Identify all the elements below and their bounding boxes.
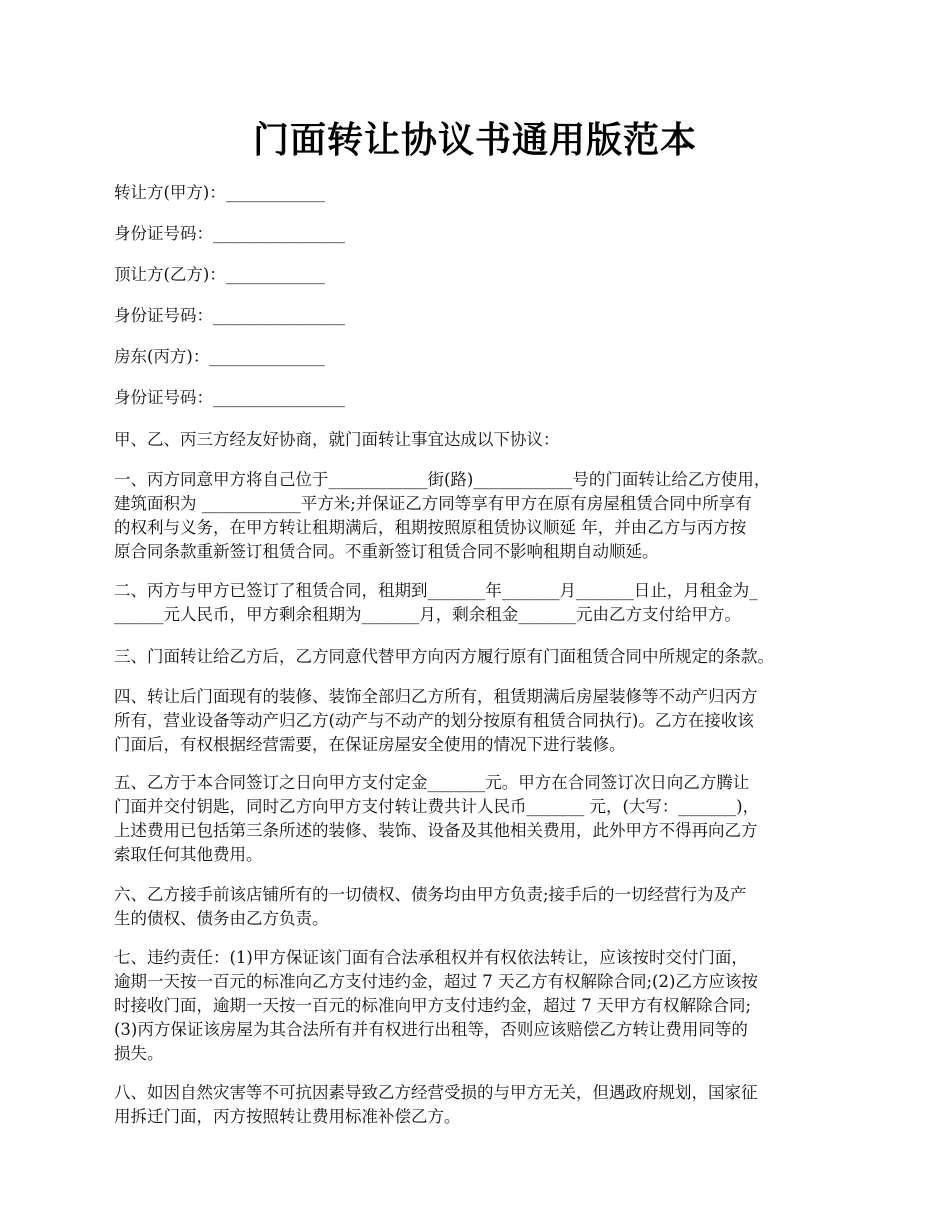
field-landlord-id: 身份证号码：________________ bbox=[114, 388, 345, 407]
clause-1-line: 建筑面积为 ____________平方米;并保证乙方同等享有甲方在原有房屋租赁合同中所享有 bbox=[114, 494, 752, 513]
clause-5-line: 门面并交付钥匙，同时乙方向甲方支付转让费共计人民币_______ 元，(大写：_______)， bbox=[114, 797, 760, 816]
field-transferee: 顶让方(乙方)：____________ bbox=[114, 265, 325, 284]
clause-1-line: 的权利与义务，在甲方转让租期满后，租期按照原租赁协议顺延 年，并由乙方与丙方按 bbox=[114, 518, 747, 537]
clause-7-line: 七、违约责任：(1)甲方保证该门面有合法承租权并有权依法转让，应该按时交付门面， bbox=[114, 948, 748, 967]
clause-5-line: 索取任何其他费用。 bbox=[114, 845, 263, 864]
clause-1-line: 一、丙方同意甲方将自己位于____________街(路)____________号的门面转让给乙方使用， bbox=[114, 470, 771, 489]
clause-2-line: 二、丙方与甲方已签订了租赁合同，租期到_______年_______月_______日止，月租金为_ bbox=[114, 581, 758, 600]
document-title: 门面转让协议书通用版范本 bbox=[252, 119, 697, 161]
clause-6-line: 生的债权、债务由乙方负责。 bbox=[114, 909, 329, 928]
clause-3-line: 三、门面转让给乙方后，乙方同意代替甲方向丙方履行原有门面租赁合同中所规定的条款。 bbox=[114, 647, 774, 666]
intro-paragraph: 甲、乙、丙三方经友好协商，就门面转让事宜达成以下协议： bbox=[114, 430, 560, 449]
clause-7-line: 逾期一天按一百元的标准向乙方支付违约金，超过 7 天乙方有权解除合同;(2)乙方应该按 bbox=[114, 972, 758, 991]
field-transferor: 转让方(甲方)：____________ bbox=[114, 183, 325, 202]
field-landlord: 房东(丙方)：______________ bbox=[114, 347, 325, 366]
clause-7-line: 损失。 bbox=[114, 1044, 164, 1063]
clause-1-line: 原合同条款重新签订租赁合同。不重新签订租赁合同不影响租期自动顺延。 bbox=[114, 542, 659, 561]
clause-2-line: ______元人民币，甲方剩余租期为_______月，剩余租金_______元由乙方支付给甲方。 bbox=[114, 605, 741, 624]
clause-5-line: 上述费用已包括第三条所述的装修、装饰、设备及其他相关费用，此外甲方不得再向乙方 bbox=[114, 821, 758, 840]
clause-8-line: 用拆迁门面，丙方按照转让费用标准补偿乙方。 bbox=[114, 1107, 461, 1126]
field-transferee-id: 身份证号码：________________ bbox=[114, 306, 345, 325]
clause-7-line: (3)丙方保证该房屋为其合法所有并有权进行出租等，否则应该赔偿乙方转让费用同等的 bbox=[114, 1020, 748, 1039]
clause-4-line: 门面后，有权根据经营需要，在保证房屋安全使用的情况下进行装修。 bbox=[114, 735, 626, 754]
clause-7-line: 时接收门面，逾期一天按一百元的标准向甲方支付违约金，超过 7 天甲方有权解除合同; bbox=[114, 996, 752, 1015]
clause-4-line: 四、转让后门面现有的装修、装饰全部归乙方所有，租赁期满后房屋装修等不动产归丙方 bbox=[114, 687, 758, 706]
clause-5-line: 五、乙方于本合同签订之日向甲方支付定金_______元。甲方在合同签订次日向乙方腾让 bbox=[114, 773, 750, 792]
clause-8-line: 八、如因自然灾害等不可抗因素导致乙方经营受损的与甲方无关，但遇政府规划，国家征 bbox=[114, 1083, 758, 1102]
field-transferor-id: 身份证号码：________________ bbox=[114, 224, 345, 243]
clause-6-line: 六、乙方接手前该店铺所有的一切债权、债务均由甲方负责;接手后的一切经营行为及产 bbox=[114, 885, 747, 904]
clause-4-line: 所有，营业设备等动产归乙方(动产与不动产的划分按原有租赁合同执行)。乙方在接收该 bbox=[114, 711, 754, 730]
